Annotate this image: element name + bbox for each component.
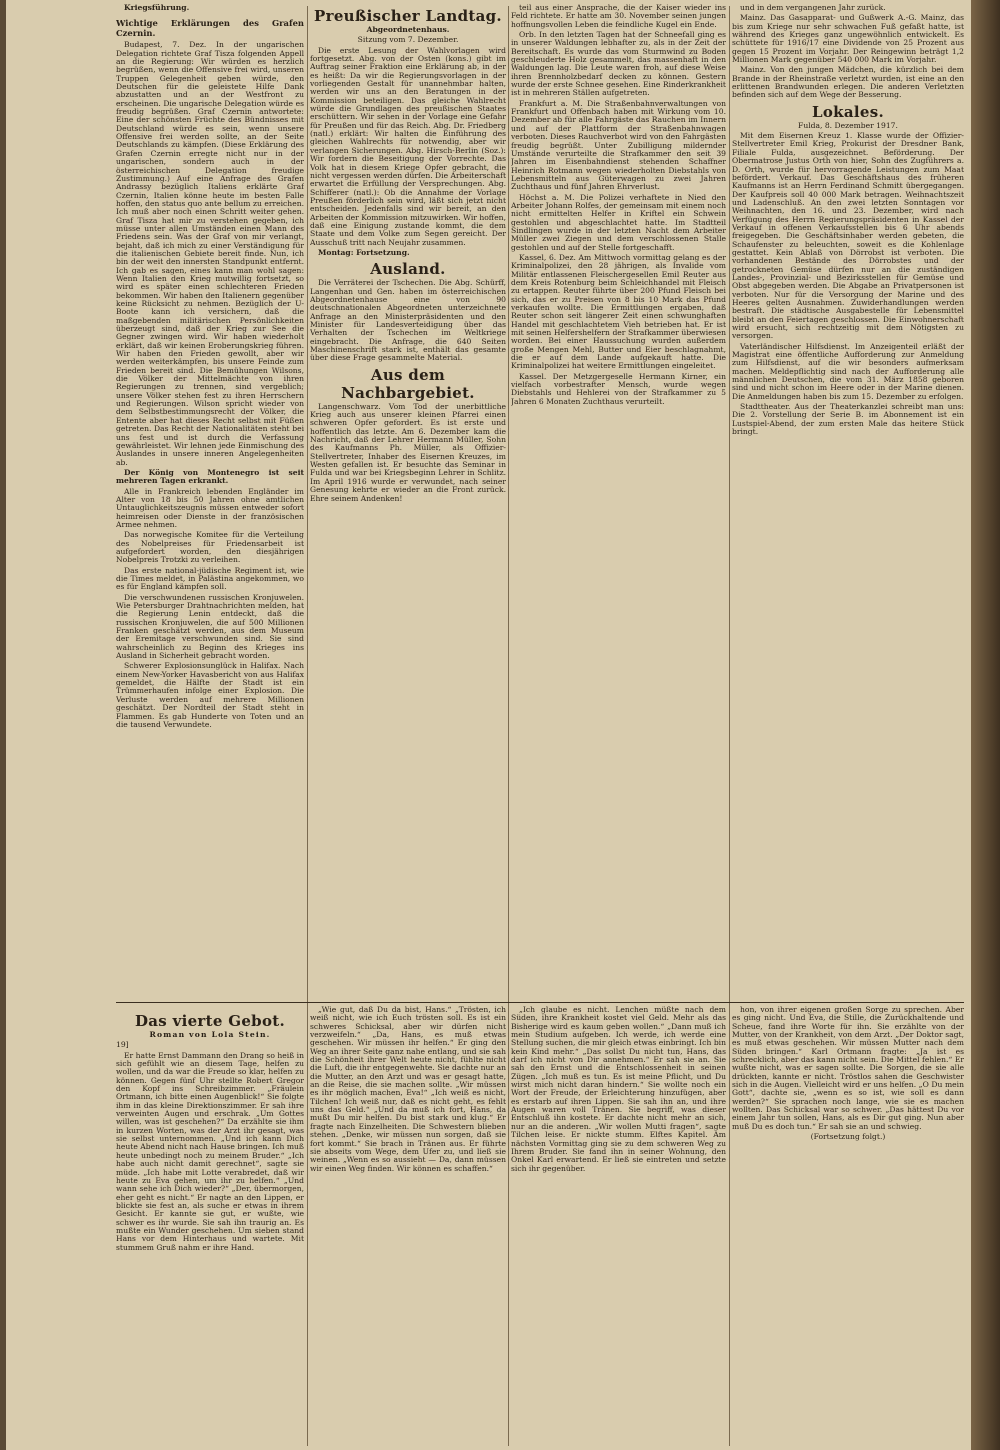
kassel-article: Kassel, 6. Dez. Am Mittwoch vormittag gelang es der Kriminalpolizei, den 28 jährigen, als Invalide vom Militär entlassenen Fleischergesellen Emil Reuter aus dem Kreis Rotenburg beim Schleichhandel mit Fleisch zu ertappen. Reuter führte über 200 Pfund Fleisch bei sich, das er zu Preisen von 8 bis 10 Mark das Pfund verkaufen wollte. Die Ermittlungen ergaben, daß Reuter schon seit längerer Zeit einen schwunghaften Handel mit geschlachtetem Vieh betrieben hat. Er ist mit seinen Helfershelfern der Strafkammer überwiesen worden. Bei einer Haussuchung wurden außerdem große Mengen Mehl, Butter und Eier beschlagnahmt, die er auf dem Lande aufgekauft hatte. Die Kriminalpolizei hat weitere Ermittlungen eingeleitet. xyxy=(511,252,726,371)
orb-article: Orb. In den letzten Tagen hat der Schneefall ging es in unserer Waldungen lebhafter zu, als in der Zeit der Bereitschaft. Es wurde das vom Sturmwind zu Boden geschleuderte Holz gesammelt, das massenhaft in den Waldungen lag. Die Leute waren froh, auf diese Weise ihren Brennholzbedarf decken zu können. Gestern wurde der erste Schnee gesehen. Eine Rinderkrankheit ist in mehreren Ställen aufgetreten. xyxy=(511,30,726,98)
feuilleton-column-4 xyxy=(732,1006,964,1446)
column3-intro: teil aus einer Ansprache, die der Kaiser wieder ins Feld richtete. Er hatte am 30. November seinen jungen hoffnungsvollen Leben die feindliche Kugel ein Ende. xyxy=(511,4,726,29)
landtag-subtitle: Abgeordnetenhaus. xyxy=(366,25,450,34)
czernin-article: Budapest, 7. Dez. In der ungarischen Delegation richtete Graf Tisza folgenden Appell an die Regierung: Wir würden es herzlich begrüßen, wenn die Offensive frei wird, unseren Truppen Gelegenheit geben würde, den Deutschen für die geleistete Hilfe Dank abzustatten und an der Westfront zu erscheinen. Die ungarische Delegation würde es freudig begrüßen. Graf Czernin antwortete: Eine der schönsten Früchte des Bündnisses mit Deutschland würde es sein, wenn unsere Offensive frei werden sollte, an der Seite Deutschlands zu kämpfen. (Diese Erklärung des Grafen Czernin erregte nicht nur in der ungarischen, sondern auch in der österreichischen Delegation freudige Zustimmung.) Auf eine Anfrage des Grafen Andrassy bezüglich Italiens erklärte Graf Czernin, Italien könne heute im besten Falle hoffen, den status quo ante bellum zu erreichen. Ich muß aber noch einen Schritt weiter gehen. Graf Tisza hat mir zu verstehen gegeben, ich müsse unter allen Umständen einen Mann des Friedens sein. Was der Graf von mir verlangt, bejaht, daß ich mich zu einer Verständigung für die italienischen Gebiete bereit finde. Nun, ich bin der weit den innersten Standpunkt entfernt. Ich gab es sagen, eines kann man wohl sagen: Wenn Italien den Krieg mutwillig fortsetzt, so wird es später einen schlechteren Frieden bekommen. Wir haben den Italienern gegenüber keine Rücksicht zu nehmen. Bezüglich der U-Boote kann ich versichern, daß die maßgebenden militärischen Persönlichkeiten überzeugt sind, daß der Krieg zur See die Gegner zwingen wird. Wir haben wiederholt erklärt, daß wir keinen Eroberungskrieg führen. Wir haben den Frieden gewollt, aber wir werden weiterkämpfen, bis unsere Feinde zum Frieden bereit sind. Die Bemühungen Wilsons, die Völker der Mittelmächte von ihren Regierungen zu trennen, sind vergeblich; unsere Völker stehen fest zu ihren Herrschern und Regierungen. Wilson spricht wieder von dem Selbstbestimmungsrecht der Völker, die Entente aber hat dieses Recht selbst mit Füßen getreten. Das Recht der Nationalitäten steht bei uns fest und ist durch die Verfassung gewährleistet. Wir lehnen jede Einmischung des Auslandes in unsere inneren Angelegenheiten ab. xyxy=(116,40,304,467)
mainz-article-2: Mainz. Von den jungen Mädchen, die kürzlich bei dem Brande in der Rheinstraße verletzt wurden, ist eine an den erlittenen Brandwunden erlegen. Die anderen Verletzten befinden sich auf dem Wege der Besserung. xyxy=(732,65,964,100)
lokales-article: Mit dem Eisernen Kreuz 1. Klasse wurde der Offizier-Stellvertreter Emil Krieg, Prokurist der Dresdner Bank, Filiale Fulda, ausgezeichnet. Beförderung. Der Obermatrose Justus Orth von hier, Sohn des Zugführers a. D. Orth, wurde für hervorragende Leistungen zum Maat befördert. Verkauf. Das Geschäftshaus des früheren Kaufmanns ist an Herrn Ferdinand Schmitt übergegangen. Der Kaufpreis soll 40 000 Mark betragen. Weihnachtszeit und Ladenschluß. An den zwei letzten Sonntagen vor Weihnachten, den 16. und 23. Dezember, wird nach Verfügung des Herrn Regierungspräsidenten in Kassel der Verkauf in offenen Verkaufsstellen bis 6 Uhr abends freigegeben. Die Geschäftsinhaber werden gebeten, die Schaufenster zu beleuchten, soweit es die Kohlenlage gestattet. Kein Ablaß von Dörrobst ist verboten. Die vorhandenen Bestände des Dörrobstes und der getrockneten Gemüse dürfen nur an die zuständigen Landes-, Provinzial- und Bezirksstellen für Gemüse und Obst abgegeben werden. Die Abgabe an Privatpersonen ist verboten. Nur für die Versorgung der Marine und des Heeres gelten Ausnahmen. Zuwiderhandlungen werden bestraft. Die städtische Ausgabestelle für Lebensmittel bleibt an den Feiertagen geschlossen. Die Einwohnerschaft wird ersucht, sich rechtzeitig mit dem Nötigsten zu versorgen. xyxy=(732,131,964,341)
feuilleton-column-3 xyxy=(511,1006,726,1446)
novel-text: Er hatte Ernst Dammann den Drang so heiß in sich gefühlt wie an diesem Tage, helfen zu wollen, und da war die Freude so klar, helfen zu können. Gegen fünf Uhr stellte Robert Gregor den Kopf ins Schreibzimmer. „Fräulein Ortmann, ich bitte einen Augenblick!“ Sie folgte ihm in das kleine Direktionszimmer. Er sah ihre verweinten Augen und erschrak. „Um Gottes willen, was ist geschehen?“ Da erzählte sie ihm in kurzen Worten, was der Arzt ihr gesagt, was sie selbst unternommen. „Und ich kann Dich heute Abend nicht nach Hause bringen. Ich muß heute unbedingt noch zu meinem Bruder.“ „Ich habe auch nicht damit gerechnet“, sagte sie müde. „Ich habe mit Lotte verabredet, daß wir heute zu Eva gehen, um ihr zu helfen.“ „Und wann sehe ich Dich wieder?“ „Der, übermorgen, eher geht es nicht.“ Er nagte an den Lippen, er blickte sie fest an, als suche er etwas in ihrem Gesicht. Er kannte sie gut, er wußte, wie schwer es ihr wurde. Sie sah ihn traurig an. Es mußte ein Wunder geschehen. Um sieben stand Hans vor dem Hinterhaus und wartete. Mit stummem Gruß nahm er ihre Hand. xyxy=(116,1050,304,1252)
column1-intro: Kriegsführung. xyxy=(124,4,190,12)
column4-intro: und in dem vergangenen Jahr zurück. xyxy=(740,4,886,12)
feuilleton-column-1 xyxy=(116,1006,304,1446)
novel-byline: Roman von Lola Stein. xyxy=(149,1030,271,1039)
continued-note: (Fortsetzung folgt.) xyxy=(810,1132,886,1142)
montenegro-news: Der König von Montenegro ist seit mehreren Tagen erkrankt. xyxy=(116,467,304,486)
ausland-headline: Ausland. xyxy=(370,260,446,279)
novel-title: Das vierte Gebot. xyxy=(134,1012,286,1030)
installment-number: 19] xyxy=(116,1040,129,1050)
lokales-headline: Lokales. xyxy=(812,102,884,121)
nachbargebiet-headline: Aus dem Nachbargebiet. xyxy=(341,365,475,402)
ausland-article: Die Verräterei der Tschechen. Die Abg. Schürff, Langenhan und Gen. haben im österreichischen Abgeordnetenhause eine von 90 deutschnationalen Abgeordneten unterzeichnete Anfrage an den Ministerpräsidenten und den Minister für Landesverteidigung über das Verhalten der Tschechen im Weltkriege eingebracht. Die Anfrage, die 640 Seiten Maschinenschrift stark ist, enthält das gesamte über diese Frage gesammelte Material. xyxy=(310,278,506,363)
hilfsdienst-article: Vaterländischer Hilfsdienst. Im Anzeigenteil erläßt der Magistrat eine öffentliche Aufforderung zur Anmeldung zum Hilfsdienst, auf die wir besonders aufmerksam machen. Meldepflichtig sind nach der Aufforderung alle männlichen Deutschen, die vom 31. März 1858 geboren sind und nicht schon im Heere oder in der Marine dienen. Die Anmeldungen haben bis zum 15. Dezember zu erfolgen. xyxy=(732,341,964,401)
news-item: Schwerer Explosionsunglück in Halifax. Nach einem New-Yorker Havasbericht von aus Halifax gemeldet, die Hälfte der Stadt ist ein Trümmerhaufen infolge einer Explosion. Die Verluste werden auf mehrere Millionen geschätzt. Der Nordteil der Stadt steht in Flammen. Es gab Hunderte von Toten und an die tausend Verwundete. xyxy=(116,661,304,729)
frankfurt-article: Frankfurt a. M. Die Straßenbahnverwaltungen von Frankfurt und Offenbach haben mit Wirkung vom 10. Dezember ab für alle Fahrgäste das Rauchen im Innern und auf der Plattform der Straßenbahnwagen verboten. Dieses Rauchverbot wird von den Fahrgästen freudig begrüßt. Unter Zubilligung mildernder Umstände verurteilte die Strafkammer den seit 39 Jahren im Eisenbahndienst stehenden Schaffner Heinrich Rotmann wegen wiederholten Diebstahls von Lebensmitteln aus Güterwagen zu zwei Jahren Zuchthaus und fünf Jahren Ehrverlust. xyxy=(511,98,726,192)
column-rule xyxy=(729,1006,730,1446)
mainz-article: Mainz. Das Gasapparat- und Gußwerk A.-G. Mainz, das bis zum Kriege nur sehr schwachen Fuß gefaßt hatte, ist während des Krieges ganz ungewöhnlich entwickelt. Es schüttete für 1916/17 eine Dividende von 25 Prozent aus gegen 15 Prozent im Vorjahr. Der Reingewinn beträgt 1,2 Millionen Mark gegenüber 540 000 Mark im Vorjahr. xyxy=(732,13,964,65)
page-edge xyxy=(971,0,1000,1450)
feuilleton xyxy=(116,1006,964,1446)
landtag-closing: Montag: Fortsetzung. xyxy=(318,247,410,257)
novel-text: „Wie gut, daß Du da bist, Hans.“ „Trösten, ich weiß nicht, wie ich Euch trösten soll. Es ist ein schweres Schicksal, aber wir dürfen nicht verzweifeln.“ „Da, Hans, es muß etwas geschehen. Wir müssen ihr helfen.“ Er ging den Weg an ihrer Seite ganz nahe entlang, und sie sah die Schönheit ihrer Welt heute nicht, fühlte nicht die Luft, die ihr entgegenwehte. Sie dachte nur an die Mutter, an den Arzt und was er gesagt hatte, an die Reise, die sie machen sollte. „Wir müssen es ihr möglich machen, Eva!“ „Ich weiß es nicht, Tilchen! Ich weiß nur, daß es nicht geht, es fehlt uns das Geld.“ „Und da muß ich fort, Hans, da mußt Du mir helfen. Du bist stark und klug.“ Er fragte nach Einzelheiten. Die Schwestern blieben stehen. „Denke, wir müssen nun sorgen, daß sie fort kommt.“ Sie brach in Tränen aus. Er führte sie abseits vom Wege, dem Ufer zu, und ließ sie weinen. „Wenn es so aussieht — Da, dann müssen wir einen Weg finden. Wir können es schaffen.“ xyxy=(310,1006,506,1173)
news-item: Die verschwundenen russischen Kronjuwelen. Wie Petersburger Drahtnachrichten melden, hat die Regierung Lenin entdeckt, daß die russischen Kronjuwelen, die auf 500 Millionen Franken geschätzt werden, aus dem Museum der Eremitage verschwunden sind. Sie sind wahrscheinlich zu Beginn des Krieges ins Ausland in Sicherheit gebracht worden. xyxy=(116,592,304,661)
landtag-article: Die erste Lesung der Wahlvorlagen wird fortgesetzt. Abg. von der Osten (kons.) gibt im Auftrag seiner Fraktion eine Erklärung ab, in der es heißt: Da wir die Regierungsvorlagen in der vorliegenden Gestalt für unannehmbar halten, werden wir uns an den Beratungen in der Kommission beteiligen. Das gleiche Wahlrecht würde die Grundlagen des preußischen Staates erschüttern. Wir sehen in der Vorlage eine Gefahr für Preußen und für das Reich. Abg. Dr. Friedberg (natl.) erklärt: Wir halten die Einführung des gleichen Wahlrechts für notwendig, aber wir verlangen Sicherungen. Abg. Hirsch-Berlin (Soz.): Wir fordern die Beseitigung der Vorrechte. Das Volk hat in diesem Kriege Opfer gebracht, die nicht vergessen werden dürfen. Die Arbeiterschaft erwartet die Erfüllung der Versprechungen. Abg. Schifferer (natl.): Ob die Annahme der Vorlage Preußen förderlich sein wird, läßt sich jetzt nicht entscheiden. Jedenfalls sind wir bereit, an den Arbeiten der Kommission mitzuwirken. Wir hoffen, daß eine Einigung zustande kommt, die dem Staate und dem Volke zum Segen gereicht. Der Ausschuß tritt nach Neujahr zusammen. xyxy=(310,45,506,247)
newspaper-page xyxy=(6,0,971,1450)
hoechst-article: Höchst a. M. Die Polizei verhaftete in Nied den Arbeiter Johann Rolfes, der gemeinsam mit einem noch nicht ermittelten Helfer in Kriftel ein Schwein gestohlen und abgeschlachtet hatte. Im Stadtteil Sindlingen wurde in der letzten Nacht dem Arbeiter Müller zwei Ziegen und dem verschlossenen Stalle gestohlen und auf der Stelle fortgeschafft. xyxy=(511,192,726,252)
column-rule xyxy=(307,1006,308,1446)
kassel-article-2: Kassel. Der Metzgergeselle Hermann Kirner, ein vielfach vorbestrafter Mensch, wurde wegen Diebstahls und Hehlerei von der Strafkammer zu 5 Jahren 6 Monaten Zuchthaus verurteilt. xyxy=(511,371,726,406)
lokales-dateline: Fulda, 8. Dezember 1917. xyxy=(798,120,898,130)
column-rule xyxy=(508,1006,509,1446)
landtag-headline: Preußischer Landtag. xyxy=(314,7,502,25)
novel-text: hon, von ihrer eigenen großen Sorge zu sprechen. Aber es ging nicht. Und Eva, die Stille, die Zurückhaltende und Scheue, fand ihre Worte für ihn. Sie erzählte von der Mutter, von der Krankheit, von dem Arzt. „Der Doktor sagt, es muß etwas geschehen. Wir müssen Mutter nach dem Süden bringen.“ Karl Ortmann fragte: „Ja ist es schrecklich, aber das kann nicht sein. Die Mittel fehlen.“ Er wußte nicht, was er sagen sollte. Die Sorgen, die sie alle drückten, kannte er nicht. Tröstlos sahen die Geschwister sich in die Augen. Vielleicht wird er uns helfen. „O Du mein Gott“, dachte sie, „wenn es so ist, wie soll es dann werden?“ Sie sprachen noch lange, wie sie es machen wollten. Das Schicksal war so schwer. „Das hättest Du vor einem Jahr tun sollen, Hans, als es Dir gut ging. Nun aber muß Du es doch tun.“ Er sah sie an und schwieg. xyxy=(732,1006,964,1131)
nachbargebiet-article: Langenschwarz. Vom Tod der unerbittliche Krieg auch aus unserer kleinen Pfarrei einen schweren Opfer gefordert. Es ist erste und hoffentlich das letzte. Am 6. Dezember kam die Nachricht, daß der Lehrer Hermann Müller, Sohn des Kaufmanns Ph. Müller, als Offizier-Stellvertreter, Inhaber des Eisernen Kreuzes, im Westen gefallen ist. Er besuchte das Seminar in Fulda und war bei Kriegsbeginn Lehrer in Schlitz. Im April 1916 wurde er verwundet, nach seiner Genesung kehrte er wieder an die Front zurück. Ehre seinem Andenken! xyxy=(310,401,506,503)
news-item: Das erste national-jüdische Regiment ist, wie die Times meldet, in Palästina angekommen, wo es für England kämpfen soll. xyxy=(116,565,304,592)
feuilleton-rule xyxy=(116,1002,964,1003)
feuilleton-column-2 xyxy=(310,1006,506,1446)
czernin-headline: Wichtige Erklärungen des Grafen Czernin. xyxy=(116,18,304,39)
news-item: Alle in Frankreich lebenden Engländer im Alter von 18 bis 50 Jahren ohne amtlichen Untauglichkeitszeugnis müssen entweder sofort heimreisen oder Dienste in der französischen Armee nehmen. xyxy=(116,486,304,529)
theater-article: Stadttheater. Aus der Theaterkanzlei schreibt man uns: Die 2. Vorstellung der Serie B. im Abonnement ist ein Lustspiel-Abend, der zum ersten Male das heitere Stück bringt. xyxy=(732,402,964,437)
session-date: Sitzung vom 7. Dezember. xyxy=(357,35,459,45)
novel-text: „Ich glaube es nicht. Lenchen müßte nach dem Süden, ihre Krankheit kostet viel Geld. Mehr als das Bisherige wird es kaum geben wollen.“ „Dann muß ich mein Studium aufgeben. Ich werde, ich werde eine Stellung suchen, die mir gleich etwas einbringt. Ich bin kein Kind mehr.“ „Das sollst Du nicht tun, Hans, das darf ich nicht von Dir annehmen.“ Er sah sie an. Sie sah den Ernst und die Entschlossenheit in seinen Zügen. „Ich muß es tun. Es ist meine Pflicht, und Du wirst mich nicht daran hindern.“ Sie wollte noch ein Wort der Freude, der Erleichterung hinzufügen, aber es erstarb auf ihren Lippen. Sie sah ihn an, und ihre Augen waren voll Tränen. Sie begriff, was dieser Entschluß ihn kostete. Er dachte nicht mehr an sich, nur an die anderen. „Wir wollen Mutti fragen“, sagte Tilchen leise. Er nickte stumm. Elftes Kapitel. Am nächsten Vormittag ging sie zu dem schweren Weg zu Ihrem Bruder. Sie fand ihn in seiner Wohnung, den Onkel Karl erwartend. Er ließ sie eintreten und setzte sich ihr gegenüber. xyxy=(511,1006,726,1173)
news-item: Das norwegische Komitee für die Verteilung des Nobelpreises für Friedensarbeit ist aufgefordert worden, den diesjährigen Nobelpreis Trotzki zu verleihen. xyxy=(116,530,304,565)
